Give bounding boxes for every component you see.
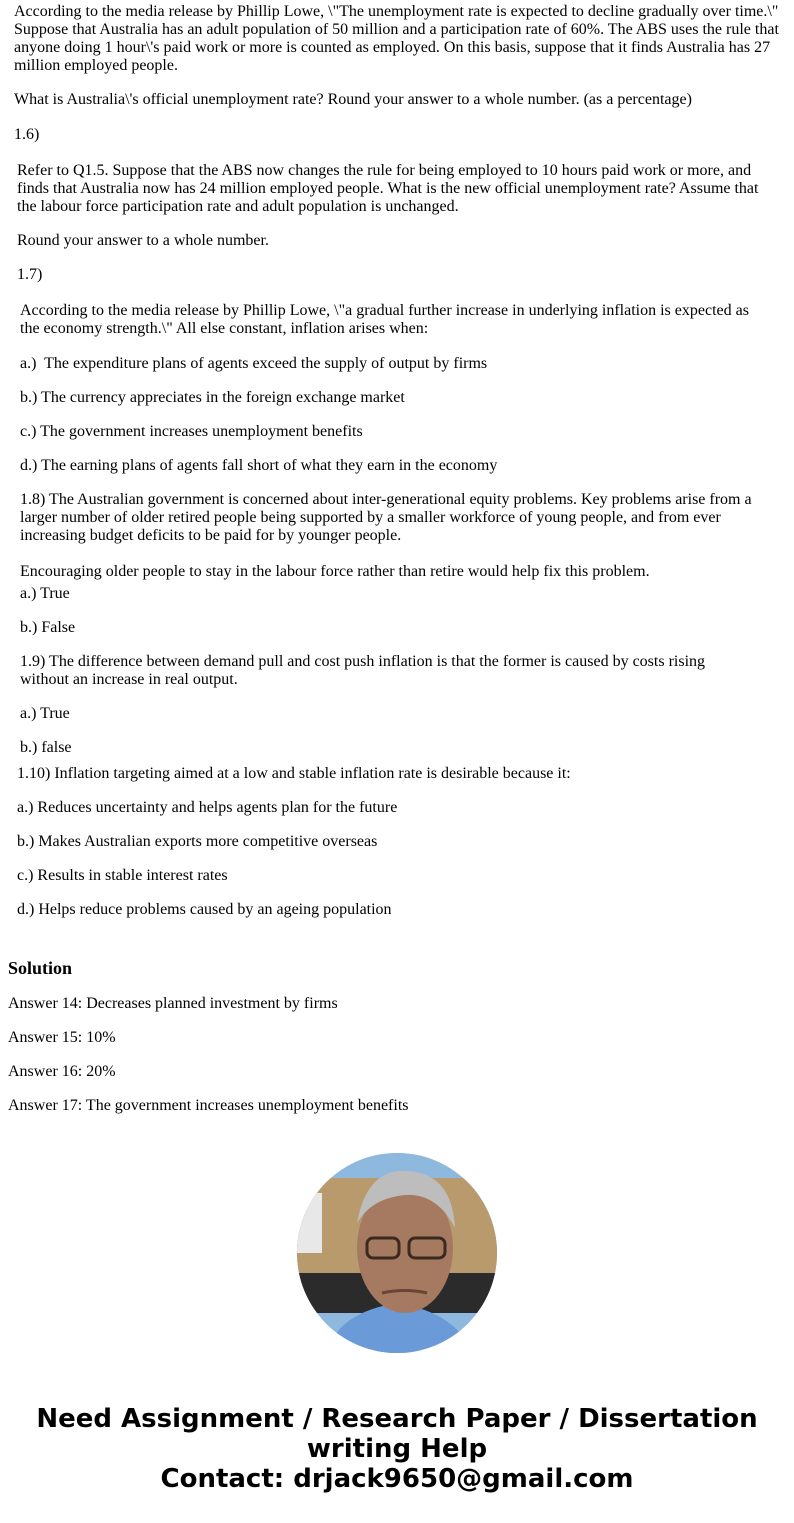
- solution-heading: Solution: [8, 958, 73, 978]
- q17-option-b: b.) The currency appreciates in the foreign exchange market: [20, 389, 405, 406]
- q18-statement: Encouraging older people to stay in the labour force rather than retire would help fix this problem.: [20, 563, 650, 580]
- q110-option-a: a.) Reduces uncertainty and helps agents plan for the future: [17, 799, 398, 816]
- q16-number: 1.6): [14, 126, 40, 143]
- q17-text: According to the media release by Phillip Lowe, \"a gradual further increase in underlying inflation is expected as the economy strength.\" All else constant, inflation arises when:: [20, 302, 749, 337]
- q19-option-b: b.) false: [20, 739, 72, 756]
- q18-option-a: a.) True: [20, 585, 70, 602]
- q18-option-b: b.) False: [20, 619, 76, 636]
- answer-17: Answer 17: The government increases unemployment benefits: [8, 1097, 409, 1114]
- q17-option-a: a.) The expenditure plans of agents exceed the supply of output by firms: [20, 355, 488, 372]
- q110-option-b: b.) Makes Australian exports more competitive overseas: [17, 833, 378, 850]
- q17-number: 1.7): [17, 266, 43, 283]
- q16-text: Refer to Q1.5. Suppose that the ABS now changes the rule for being employed to 10 hours paid work or more, and finds that Australia now has 24 million employed people. What is the new official unemployment rate? Assume that the labour force participation rate and adult population is unchanged.: [17, 162, 759, 215]
- answer-16: Answer 16: 20%: [8, 1063, 116, 1080]
- q15-question: What is Australia\'s official unemployment rate? Round your answer to a whole number. (as a percentage): [14, 91, 692, 108]
- footer-banner: [0, 1404, 794, 1494]
- footer-contact: Contact: drjack9650@gmail.com: [160, 1464, 634, 1494]
- q15-text: According to the media release by Phillip Lowe, \"The unemployment rate is expected to decline gradually over time.\" Suppose that Australia has an adult population of 50 million and a participation rate of 60%. The ABS uses the rule that anyone doing 1 hour\'s paid work or more is counted as employed. On this basis, suppose that it finds Australia has 27 million employed people.: [14, 3, 779, 74]
- q19-option-a: a.) True: [20, 705, 70, 722]
- answer-14: Answer 14: Decreases planned investment by firms: [8, 995, 338, 1012]
- author-avatar: [297, 1153, 497, 1353]
- q17-option-c: c.) The government increases unemployment benefits: [20, 423, 363, 440]
- q110-option-c: c.) Results in stable interest rates: [17, 867, 228, 884]
- q110-option-d: d.) Helps reduce problems caused by an ageing population: [17, 901, 392, 918]
- footer-help-text: Need Assignment / Research Paper / Dissertation writing Help: [36, 1404, 758, 1464]
- q17-option-d: d.) The earning plans of agents fall short of what they earn in the economy: [20, 457, 498, 474]
- q18-text: 1.8) The Australian government is concerned about inter-generational equity problems. Key problems arise from a larger number of older retired people being supported by a smaller workforce of young people, and from ever increasing budget deficits to be paid for by younger people.: [20, 491, 752, 544]
- q110-text: 1.10) Inflation targeting aimed at a low and stable inflation rate is desirable because it:: [17, 765, 571, 782]
- q19-text: 1.9) The difference between demand pull and cost push inflation is that the former is caused by costs rising without an increase in real output.: [20, 653, 706, 688]
- q16-round: Round your answer to a whole number.: [17, 232, 269, 249]
- answer-15: Answer 15: 10%: [8, 1029, 116, 1046]
